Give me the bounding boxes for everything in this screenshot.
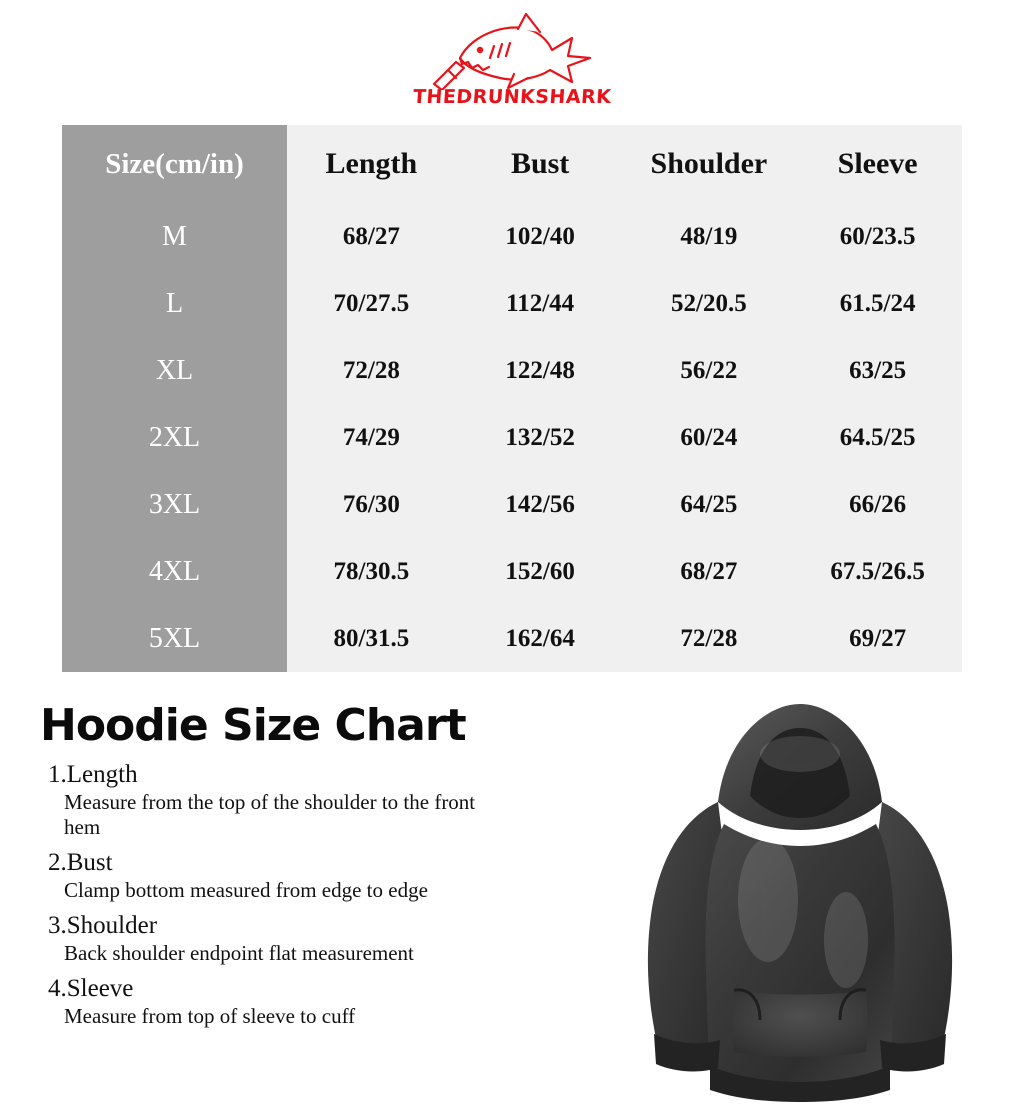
cell-size: 4XL — [62, 538, 287, 605]
column-header-sleeve: Sleeve — [793, 125, 962, 203]
product-image — [600, 690, 1000, 1103]
brand-logo — [0, 6, 1024, 114]
guide-heading: 4.Sleeve — [48, 975, 134, 1002]
cell-length: 76/30 — [287, 471, 456, 538]
cell-size: M — [62, 203, 287, 270]
cell-length: 78/30.5 — [287, 538, 456, 605]
cell-length: 68/27 — [287, 203, 456, 270]
cell-bust: 122/48 — [456, 337, 625, 404]
cell-bust: 132/52 — [456, 404, 625, 471]
cell-sleeve: 61.5/24 — [793, 270, 962, 337]
cell-bust: 142/56 — [456, 471, 625, 538]
cell-sleeve: 67.5/26.5 — [793, 538, 962, 605]
cell-size: 3XL — [62, 471, 287, 538]
cell-size: 2XL — [62, 404, 287, 471]
table-row — [62, 203, 962, 270]
cell-bust: 112/44 — [456, 270, 625, 337]
cell-size: 5XL — [62, 605, 287, 672]
guide-section — [0, 690, 1024, 1103]
table-row — [62, 337, 962, 404]
cell-sleeve: 69/27 — [793, 605, 962, 672]
column-header-shoulder: Shoulder — [625, 125, 794, 203]
cell-shoulder: 56/22 — [625, 337, 794, 404]
table-row — [62, 605, 962, 672]
guide-heading: 2.Bust — [48, 849, 113, 877]
table-row — [62, 270, 962, 337]
guide-description: Measure from top of sleeve to cuff — [64, 1003, 356, 1028]
cell-shoulder: 64/25 — [625, 471, 794, 538]
cell-length: 72/28 — [287, 337, 456, 404]
guide-heading: 3.Shoulder — [48, 912, 158, 940]
cell-sleeve: 60/23.5 — [793, 203, 962, 270]
guide-item-shoulder — [36, 912, 576, 966]
table-row — [62, 538, 962, 605]
guide-description: Clamp bottom measured from edge to edge — [64, 877, 428, 902]
column-header-length: Length — [287, 125, 456, 203]
cell-length: 80/31.5 — [287, 605, 456, 672]
guide-item-bust — [36, 849, 576, 903]
guide-heading: 1.Length — [48, 761, 138, 788]
guide-item-sleeve — [36, 975, 576, 1029]
column-header-bust: Bust — [456, 125, 625, 203]
cell-sleeve: 64.5/25 — [793, 404, 962, 471]
cell-sleeve: 63/25 — [793, 337, 962, 404]
table-header-row — [62, 125, 962, 203]
cell-length: 74/29 — [287, 404, 456, 471]
page-title: Hoodie Size Chart — [40, 700, 466, 751]
cell-shoulder: 72/28 — [625, 605, 794, 672]
shark-logo-icon — [422, 12, 602, 90]
cell-size: XL — [62, 337, 287, 404]
hoodie-icon — [600, 690, 1000, 1103]
cell-size: L — [62, 270, 287, 337]
cell-length: 70/27.5 — [287, 270, 456, 337]
cell-sleeve: 66/26 — [793, 471, 962, 538]
size-chart-table — [62, 125, 962, 672]
table-row — [62, 471, 962, 538]
measurement-guide — [36, 700, 576, 1038]
cell-shoulder: 68/27 — [625, 538, 794, 605]
column-header-size: Size(cm/in) — [62, 125, 287, 203]
cell-shoulder: 60/24 — [625, 404, 794, 471]
cell-bust: 152/60 — [456, 538, 625, 605]
cell-bust: 102/40 — [456, 203, 625, 270]
guide-description: Back shoulder endpoint flat measurement — [64, 940, 414, 965]
guide-item-length — [36, 761, 576, 840]
guide-description: Measure from the top of the shoulder to the front hem — [64, 789, 476, 839]
cell-shoulder: 52/20.5 — [625, 270, 794, 337]
table-row — [62, 404, 962, 471]
brand-name: THEDRUNKSHARK — [411, 86, 612, 108]
hoodie-pocket — [733, 990, 868, 1057]
cell-shoulder: 48/19 — [625, 203, 794, 270]
cell-bust: 162/64 — [456, 605, 625, 672]
